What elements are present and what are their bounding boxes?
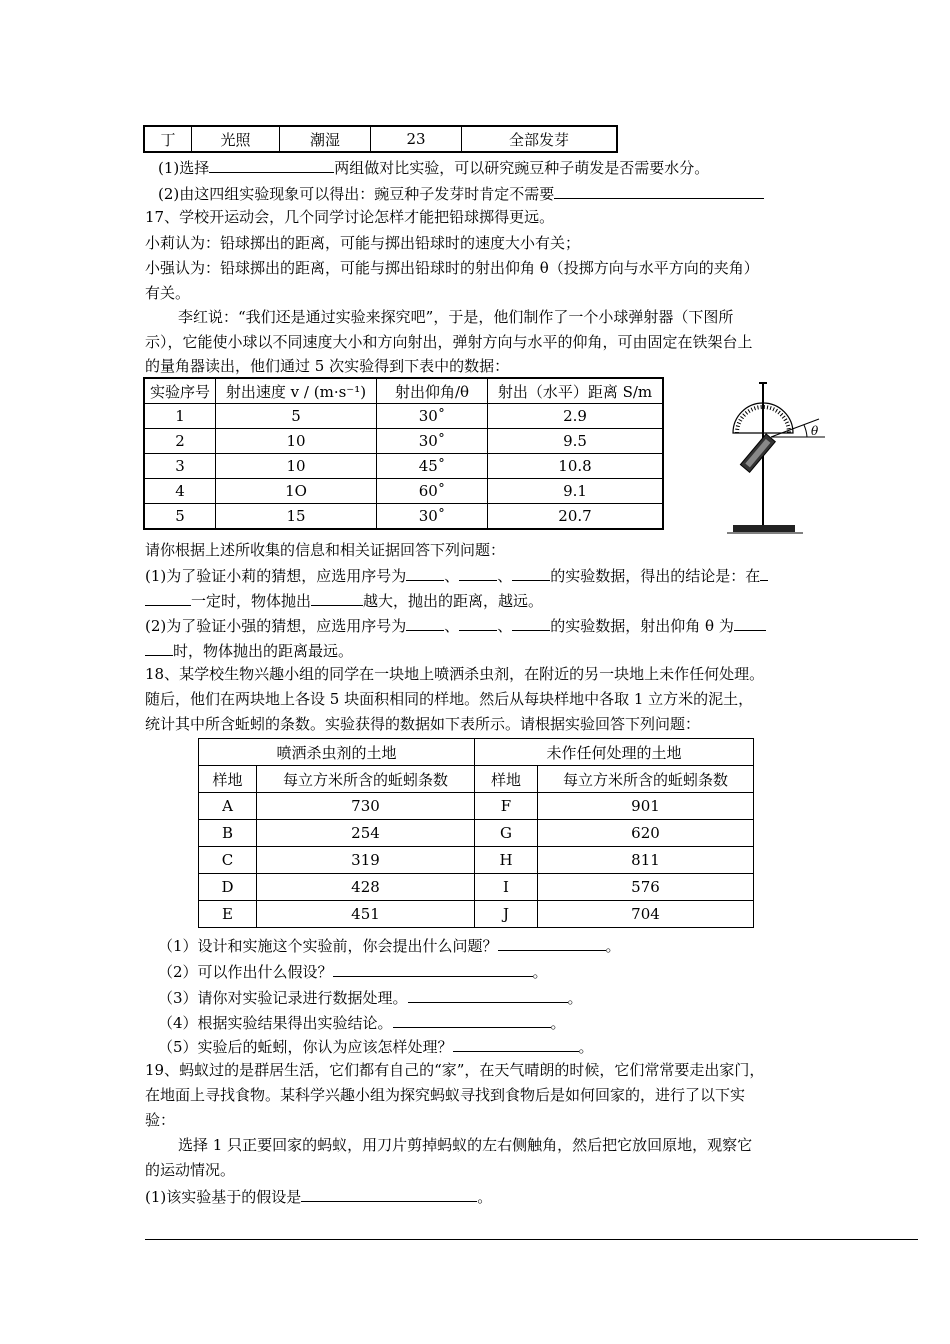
column-header: 射出（水平）距离 S/m	[488, 378, 664, 404]
table-cell: 3	[144, 454, 216, 479]
text: 越大，抛出的距离，越远。	[363, 592, 544, 610]
answer-blank[interactable]	[145, 639, 173, 656]
text: (2)为了验证小强的猜想，应选用序号为	[145, 617, 407, 635]
footer-divider	[145, 1239, 918, 1240]
answer-blank[interactable]	[406, 564, 444, 581]
table-cell: 10	[216, 429, 377, 454]
column-header: 射出仰角/θ	[377, 378, 488, 404]
answer-blank[interactable]	[512, 564, 550, 581]
table-row	[144, 429, 663, 454]
q17-lihong-cont: 示），它能使小球以不同速度大小和方向射出，弹射方向与水平的仰角，可由固定在铁架台上	[145, 333, 753, 351]
q17-answer2-cont	[145, 639, 353, 661]
text: （3）请你对实验记录进行数据处理。	[158, 989, 408, 1007]
table-cell: G	[475, 820, 538, 847]
table-cell: E	[199, 901, 257, 928]
q18-question5	[158, 1035, 594, 1057]
projectile-table	[143, 377, 664, 530]
q19-para2: 的运动情况。	[145, 1161, 236, 1179]
q18-line1: 18、某学校生物兴趣小组的同学在一块地上喷洒杀虫剂，在附近的另一块地上未作任何处理。	[145, 665, 765, 683]
text: （4）根据实验结果得出实验结论。	[158, 1014, 393, 1032]
table-row	[144, 504, 663, 530]
separator: 、	[497, 567, 513, 585]
theta-label: θ	[811, 424, 819, 438]
q17-answer2	[145, 614, 766, 636]
table-cell: 5	[144, 504, 216, 530]
table-row	[199, 874, 754, 901]
table-cell: D	[199, 874, 257, 901]
answer-blank[interactable]	[209, 156, 334, 173]
text: 。	[578, 1038, 594, 1056]
q17-xiaoqiang-cont: 有关。	[145, 284, 191, 302]
table-cell: 10	[216, 454, 377, 479]
table-cell: 光照	[192, 126, 280, 152]
table-cell: H	[475, 847, 538, 874]
table-row	[199, 847, 754, 874]
q18-question1	[158, 934, 621, 956]
table-row	[199, 820, 754, 847]
table-cell: 254	[257, 820, 475, 847]
answer-blank[interactable]	[333, 960, 533, 977]
column-header: 样地	[199, 766, 257, 793]
table-cell: 2.9	[488, 404, 664, 429]
column-header: 实验序号	[144, 378, 216, 404]
germination-table	[143, 125, 618, 153]
answer-blank[interactable]	[408, 986, 568, 1003]
earthworm-table	[198, 738, 754, 928]
answer-blank[interactable]	[406, 614, 444, 631]
text: 两组做对比实验，可以研究豌豆种子萌发是否需要水分。	[334, 159, 710, 177]
answer-blank[interactable]	[512, 614, 550, 631]
text: 一定时，物体抛出	[191, 592, 312, 610]
answer-blank[interactable]	[498, 934, 606, 951]
table-row	[144, 479, 663, 504]
q17-xiaoqiang: 小强认为：铅球掷出的距离，可能与掷出铅球时的射出仰角 θ（投掷方向与水平方向的夹角）	[145, 259, 759, 277]
q17-title: 17、学校开运动会，几个同学讨论怎样才能把铅球掷得更远。	[145, 208, 555, 226]
table-cell: 潮湿	[280, 126, 371, 152]
q17-lihong-cont2: 的量角器读出，他们通过 5 次实验得到下表中的数据：	[145, 357, 510, 375]
answer-blank[interactable]	[459, 614, 497, 631]
table-cell: 丁	[144, 126, 192, 152]
q18-line3: 统计其中所含蚯蚓的条数。实验获得的数据如下表所示。请根据实验回答下列问题：	[145, 715, 701, 733]
column-header: 射出速度 v / (m·s⁻¹)	[216, 378, 377, 404]
q17-prompt: 请你根据上述所收集的信息和相关证据回答下列问题：	[145, 541, 506, 559]
column-header: 每立方米所含的蚯蚓条数	[538, 766, 754, 793]
ball-launcher-figure	[715, 375, 835, 540]
q17-lihong: 李红说：“我们还是通过实验来探究吧”，于是，他们制作了一个小球弹射器（下图所	[178, 308, 734, 326]
table-cell: 30˚	[377, 404, 488, 429]
table-cell: 5	[216, 404, 377, 429]
table-cell: 730	[257, 793, 475, 820]
text: （5）实验后的蚯蚓，你认为应该怎样处理？	[158, 1038, 453, 1056]
table-cell: 2	[144, 429, 216, 454]
table-cell: C	[199, 847, 257, 874]
answer-blank[interactable]	[311, 589, 363, 606]
table-cell: A	[199, 793, 257, 820]
table-cell: 9.5	[488, 429, 664, 454]
table-cell: 620	[538, 820, 754, 847]
text: 的实验数据，得出的结论是：在	[550, 567, 761, 585]
q16-part2	[158, 182, 764, 204]
separator: 、	[444, 567, 460, 585]
table-row	[144, 404, 663, 429]
text: 时，物体抛出的距离最远。	[173, 642, 354, 660]
table-header-row	[199, 766, 754, 793]
text: （1）设计和实施这个实验前，你会提出什么问题？	[158, 937, 498, 955]
q19-line1: 19、蚂蚁过的是群居生活，它们都有自己的“家”，在天气晴朗的时候，它们常常要走出家门，	[145, 1061, 765, 1079]
table-cell: 10.8	[488, 454, 664, 479]
table-cell: 全部发芽	[462, 126, 618, 152]
table-cell: 704	[538, 901, 754, 928]
text: (1)选择	[158, 159, 210, 177]
text: 。	[532, 963, 548, 981]
q18-question4	[158, 1011, 566, 1033]
q18-question3	[158, 986, 583, 1008]
table-cell: 15	[216, 504, 377, 530]
q16-part1	[158, 156, 709, 178]
table-row	[144, 454, 663, 479]
text: (1)为了验证小莉的猜想，应选用序号为	[145, 567, 407, 585]
table-cell: 1	[144, 404, 216, 429]
q19-question1	[145, 1185, 492, 1207]
table-cell: 811	[538, 847, 754, 874]
text: 。	[550, 1014, 566, 1032]
separator: 、	[497, 617, 513, 635]
separator: 、	[444, 617, 460, 635]
q19-line3: 验：	[145, 1111, 176, 1129]
group-header: 未作任何处理的土地	[475, 739, 754, 766]
q19-para1: 选择 1 只正要回家的蚂蚁，用刀片剪掉蚂蚁的左右侧触角，然后把它放回原地，观察它	[178, 1136, 753, 1154]
answer-blank[interactable]	[554, 182, 764, 199]
q17-answer1	[145, 564, 768, 586]
q18-line2: 随后，他们在两块地上各设 5 块面积相同的样地。然后从每块样地中各取 1 立方米的泥土，	[145, 690, 754, 708]
q17-answer1-cont	[145, 589, 543, 611]
table-cell: 45˚	[377, 454, 488, 479]
q17-xiaoli: 小莉认为：铅球掷出的距离，可能与掷出铅球时的速度大小有关；	[145, 234, 581, 252]
table-group-header-row	[199, 739, 754, 766]
launcher-tube	[740, 434, 775, 472]
table-cell: 4	[144, 479, 216, 504]
table-cell: 319	[257, 847, 475, 874]
table-row	[144, 126, 617, 152]
text: 。	[567, 989, 583, 1007]
table-cell: I	[475, 874, 538, 901]
table-cell: 30˚	[377, 429, 488, 454]
table-row	[199, 901, 754, 928]
angle-arc	[804, 425, 807, 437]
table-header-row	[144, 378, 663, 404]
stand-base	[733, 525, 795, 532]
table-cell: F	[475, 793, 538, 820]
answer-blank[interactable]	[393, 1011, 551, 1028]
text: (1)该实验基于的假设是	[145, 1188, 302, 1206]
answer-blank[interactable]	[145, 589, 191, 606]
table-cell: 576	[538, 874, 754, 901]
table-cell: 60˚	[377, 479, 488, 504]
table-cell: 9.1	[488, 479, 664, 504]
answer-blank[interactable]	[453, 1035, 579, 1052]
answer-blank[interactable]	[459, 564, 497, 581]
table-cell: 30˚	[377, 504, 488, 530]
q18-question2	[158, 960, 548, 982]
answer-blank[interactable]	[760, 564, 768, 581]
group-header: 喷洒杀虫剂的土地	[199, 739, 475, 766]
table-cell: 20.7	[488, 504, 664, 530]
table-cell: 428	[257, 874, 475, 901]
text: 。	[477, 1188, 493, 1206]
answer-blank[interactable]	[301, 1185, 477, 1202]
column-header: 样地	[475, 766, 538, 793]
table-cell: 901	[538, 793, 754, 820]
answer-blank[interactable]	[734, 614, 766, 631]
text: (2)由这四组实验现象可以得出：豌豆种子发芽时肯定不需要	[158, 185, 555, 203]
table-cell: B	[199, 820, 257, 847]
text: （2）可以作出什么假设？	[158, 963, 333, 981]
table-cell: J	[475, 901, 538, 928]
text: 的实验数据，射出仰角 θ 为	[550, 617, 734, 635]
text: 。	[605, 937, 621, 955]
column-header: 每立方米所含的蚯蚓条数	[257, 766, 475, 793]
q19-line2: 在地面上寻找食物。某科学兴趣小组为探究蚂蚁寻找到食物后是如何回家的，进行了以下实	[145, 1086, 746, 1104]
table-cell: 1O	[216, 479, 377, 504]
table-cell: 451	[257, 901, 475, 928]
table-row	[199, 793, 754, 820]
table-cell: 23	[371, 126, 462, 152]
